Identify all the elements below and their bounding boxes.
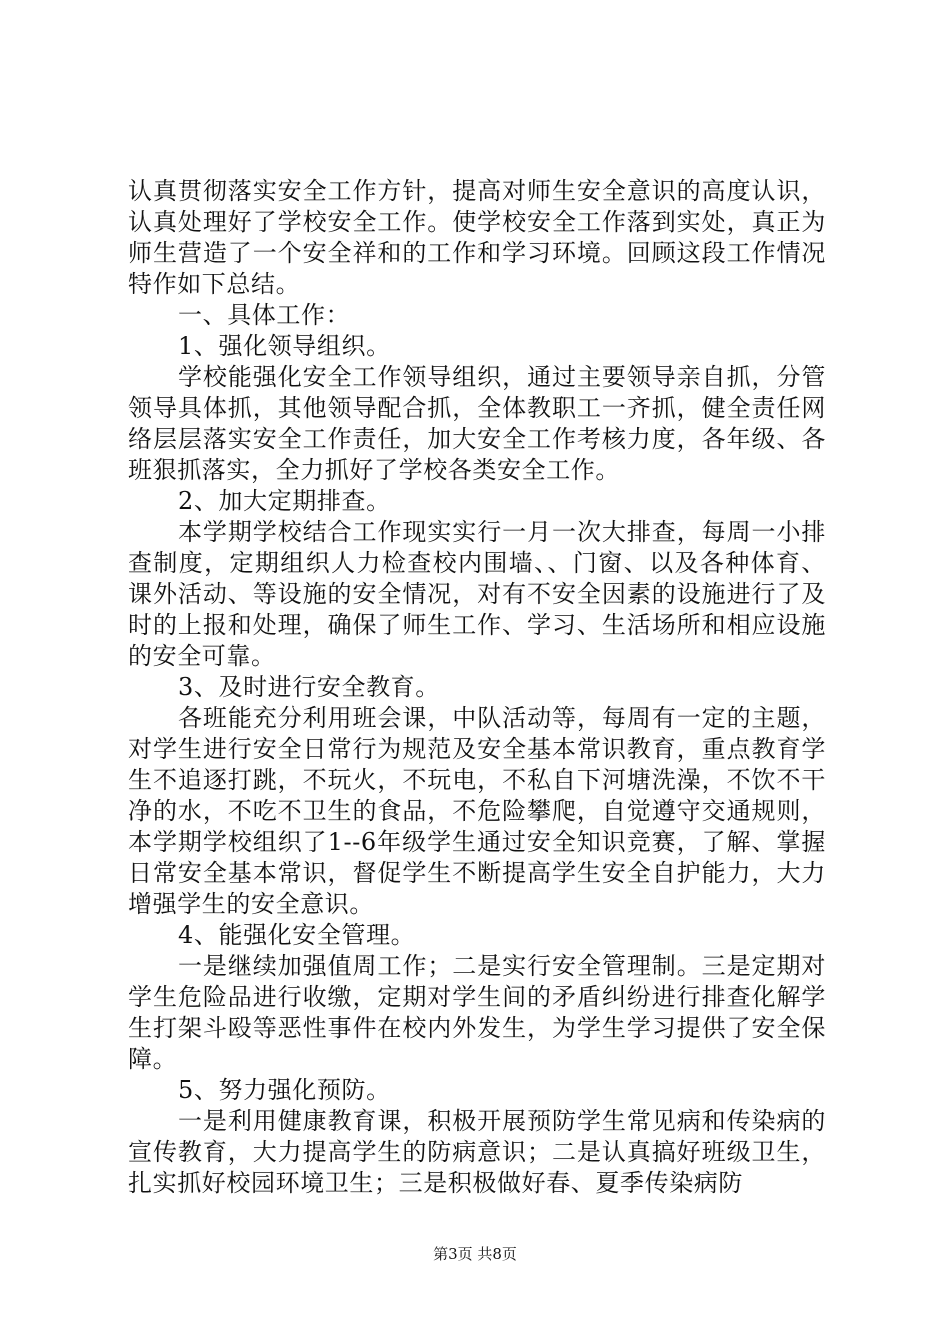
subheading-leadership: 1、强化领导组织。 xyxy=(178,332,391,360)
paragraph-education: 各班能充分利用班会课，中队活动等，每周有一定的主题，对学生进行安全日常行为规范及安全基本常识教育，重点教育学生不追逐打跳，不玩火，不玩电，不私自下河塘洗澡，不饮不干净的水，不吃不卫生的食品，不危险攀爬，自觉遵守交通规则，本学期学校组织了1--6年级学生通过安全知识竞赛，了解、掌握日常安全基本常识，督促学生不断提高学生安全自护能力，大力增强学生的安全意识。 xyxy=(128,704,826,918)
paragraph-leadership: 学校能强化安全工作领导组织，通过主要领导亲自抓，分管领导具体抓，其他领导配合抓，全体教职工一齐抓，健全责任网络层层落实安全工作责任，加大安全工作考核力度，各年级、各班狠抓落实，全力抓好了学校各类安全工作。 xyxy=(128,363,826,484)
page-number-footer: 第3页 共8页 xyxy=(433,1245,517,1263)
subheading-prevention: 5、努力强化预防。 xyxy=(178,1076,391,1104)
paragraph-prevention: 一是利用健康教育课，积极开展预防学生常见病和传染病的宣传教育，大力提高学生的防病意识；二是认真搞好班级卫生，扎实抓好校园环境卫生；三是积极做好春、夏季传染病防 xyxy=(128,1107,826,1197)
subheading-inspection: 2、加大定期排查。 xyxy=(178,487,391,515)
subheading-education: 3、及时进行安全教育。 xyxy=(178,673,440,701)
paragraph-inspection: 本学期学校结合工作现实实行一月一次大排查，每周一小排查制度，定期组织人力检查校内围墙、、门窗、以及各种体育、课外活动、等设施的安全情况，对有不安全因素的设施进行了及时的上报和处理，确保了师生工作、学习、生活场所和相应设施的安全可靠。 xyxy=(128,518,826,670)
section-heading-specific-work: 一、具体工作： xyxy=(178,301,351,329)
subheading-management: 4、能强化安全管理。 xyxy=(178,921,416,949)
document-body xyxy=(128,176,826,1199)
paragraph-intro: 认真贯彻落实安全工作方针，提高对师生安全意识的高度认识，认真处理好了学校安全工作。使学校安全工作落到实处，真正为师生营造了一个安全祥和的工作和学习环境。回顾这段工作情况特作如下总结。 xyxy=(128,177,826,298)
paragraph-management: 一是继续加强值周工作；二是实行安全管理制。三是定期对学生危险品进行收缴，定期对学生间的矛盾纠纷进行排查化解学生打架斗殴等恶性事件在校内外发生，为学生学习提供了安全保障。 xyxy=(128,952,826,1073)
